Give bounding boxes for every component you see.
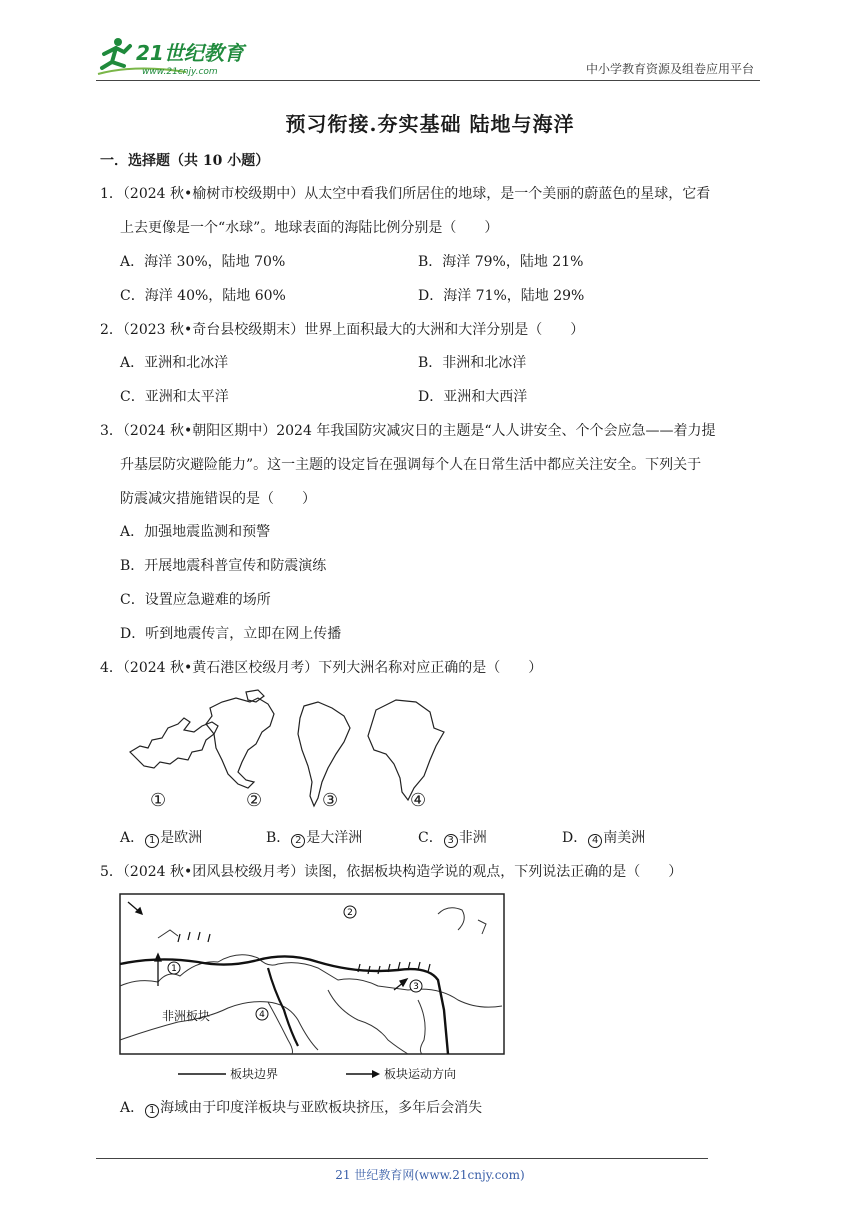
europe-outline	[130, 718, 218, 768]
q4-option-a: A． 1 是欧洲	[120, 830, 203, 846]
legend-motion-label: 板块运动方向	[384, 1067, 457, 1081]
q3-option-a: A．加强地震监测和预警	[120, 524, 271, 540]
map-label-4: ④	[410, 790, 427, 811]
plate-tectonics-map	[118, 890, 510, 1090]
logo-title: 21世纪教育	[136, 41, 244, 65]
africa-outline	[368, 700, 444, 800]
map-marker-4: 4	[259, 1010, 265, 1020]
q2-option-c: C．亚洲和太平洋	[120, 389, 229, 405]
footer-divider	[96, 1158, 708, 1159]
q3-stem-line2: 升基层防灾避险能力”。这一主题的设定旨在强调每个人在日常生活中都应关注安全。下列关于	[120, 457, 702, 473]
q3-option-c: C．设置应急避难的场所	[120, 592, 271, 608]
footer-text[interactable]: 21 世纪教育网(www.21cnjy.com)	[335, 1168, 525, 1182]
circled-number: 1	[145, 834, 159, 848]
map-marker-3: 3	[413, 982, 419, 992]
q1-option-c: C．海洋 40%，陆地 60%	[120, 288, 286, 304]
map-marker-1: 1	[171, 964, 177, 974]
section-heading: 一．选择题（共 10 小题）	[100, 153, 270, 169]
map-marker-2: 2	[347, 908, 353, 918]
circled-number: 3	[444, 834, 458, 848]
q4-option-d: D． 4 南美洲	[562, 830, 646, 846]
q4-stem-line1: 4．（2024 秋•黄石港区校级月考）下列大洲名称对应正确的是（ ）	[100, 660, 543, 676]
map-label-2: ②	[246, 790, 263, 811]
north-america-outline	[206, 698, 274, 788]
q4-option-b: B． 2 是大洋洲	[266, 830, 363, 846]
circled-number: 4	[588, 834, 602, 848]
map-label-3: ③	[322, 790, 339, 811]
legend-boundary-label: 板块边界	[230, 1067, 279, 1081]
q2-option-a: A．亚洲和北冰洋	[120, 355, 229, 371]
logo-url: www.21cnjy.com	[142, 67, 218, 77]
q3-option-b: B．开展地震科普宣传和防震演练	[120, 558, 327, 574]
q3-stem-line3: 防震减灾措施错误的是（ ）	[120, 491, 316, 507]
continent-outlines-figure	[118, 688, 458, 812]
q3-option-d: D．听到地震传言，立即在网上传播	[120, 626, 342, 642]
platform-name: 中小学教育资源及组卷应用平台	[585, 62, 754, 76]
africa-plate-label: 非洲板块	[162, 1009, 211, 1023]
q5-option-a: A． 1 海域由于印度洋板块与亚欧板块挤压，多年后会消失	[120, 1100, 483, 1116]
q1-option-d: D．海洋 71%，陆地 29%	[418, 288, 585, 304]
q2-option-d: D．亚洲和大西洋	[418, 389, 528, 405]
q4-option-c: C． 3 非洲	[418, 830, 487, 846]
circled-number: 2	[291, 834, 305, 848]
circled-number: 1	[145, 1104, 159, 1118]
map-label-1: ①	[150, 790, 167, 811]
page-header	[96, 30, 760, 82]
site-logo	[96, 34, 266, 78]
q2-stem-line1: 2．（2023 秋•奇台县校级期末）世界上面积最大的大洲和大洋分别是（ ）	[100, 322, 585, 338]
q2-option-b: B．非洲和北冰洋	[418, 355, 527, 371]
q1-stem-line2: 上去更像是一个“水球”。地球表面的海陆比例分别是（ ）	[120, 220, 499, 236]
q1-option-a: A．海洋 30%，陆地 70%	[120, 254, 286, 270]
header-divider	[96, 80, 760, 81]
q5-stem-line1: 5．（2024 秋•团风县校级月考）读图，依据板块构造学说的观点，下列说法正确的是（ ）	[100, 864, 683, 880]
q1-stem-line1: 1．（2024 秋•榆树市校级期中）从太空中看我们所居住的地球，是一个美丽的蔚蓝色的星球，它看	[100, 186, 711, 202]
page-title: 预习衔接.夯实基础 陆地与海洋	[285, 112, 575, 136]
q3-stem-line1: 3．（2024 秋•朝阳区期中）2024 年我国防灾减灾日的主题是“人人讲安全、个个会应急——着力提	[100, 423, 716, 439]
q1-option-b: B．海洋 79%，陆地 21%	[418, 254, 584, 270]
